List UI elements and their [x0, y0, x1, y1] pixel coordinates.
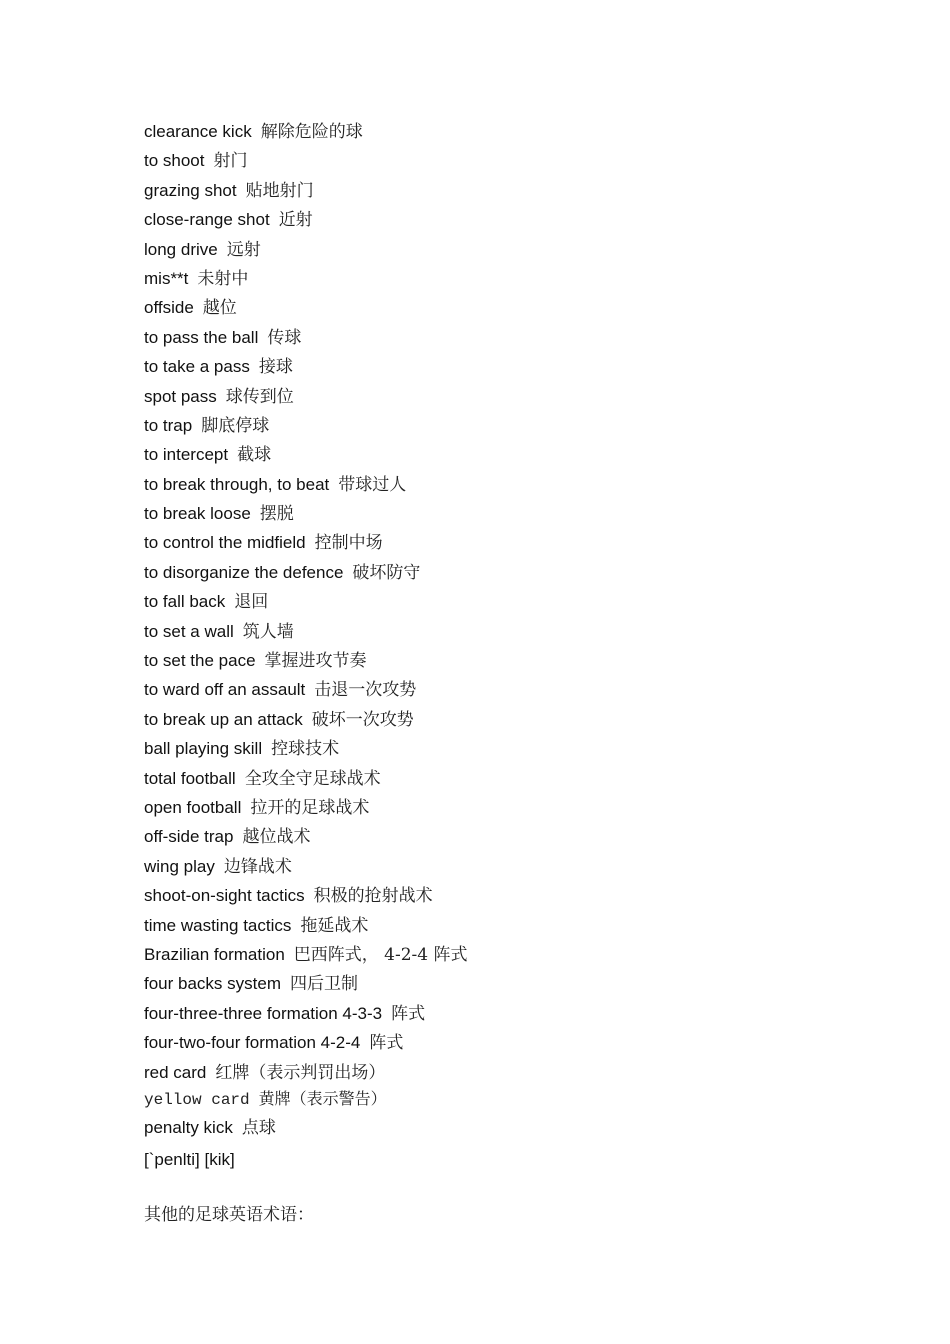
term-english: long drive — [144, 239, 218, 259]
list-item — [144, 969, 468, 998]
list-item — [144, 587, 468, 616]
term-english: Brazilian formation — [144, 944, 285, 964]
term-english: to trap — [144, 415, 193, 435]
list-item — [144, 117, 468, 146]
term-chinese: 拉开的足球战术 — [250, 797, 370, 818]
term-chinese: 巴西阵式， 4-2-4 阵式 — [293, 944, 468, 965]
list-item — [144, 235, 468, 264]
term-english: to break up an attack — [144, 709, 303, 729]
term-english: four-two-four formation 4-2-4 — [144, 1033, 361, 1053]
term-english: to break through, to beat — [144, 474, 330, 494]
term-english: to take a pass — [144, 357, 250, 377]
term-chinese: 退回 — [234, 592, 269, 613]
term-english: open football — [144, 797, 242, 817]
term-chinese: 射门 — [213, 151, 248, 172]
term-chinese: 击退一次攻势 — [314, 680, 417, 701]
term-english: four-three-three formation 4-3-3 — [144, 1003, 383, 1023]
term-english: to disorganize the defence — [144, 562, 344, 582]
term-english: time wasting tactics — [144, 915, 292, 935]
list-item — [144, 264, 468, 293]
term-chinese: 远射 — [226, 239, 261, 260]
term-english: clearance kick — [144, 122, 252, 141]
term-english: offside — [144, 298, 194, 318]
term-english: ball playing skill — [144, 739, 263, 759]
term-chinese: 带球过人 — [338, 474, 407, 495]
term-english: penalty kick — [144, 1117, 233, 1137]
list-item — [144, 999, 468, 1028]
term-chinese: 脚底停球 — [201, 415, 270, 436]
term-english: to fall back — [144, 592, 226, 612]
term-chinese: 解除危险的球 — [260, 122, 363, 142]
term-chinese: 拖延战术 — [300, 915, 369, 936]
term-english: shoot-on-sight tactics — [144, 886, 305, 906]
list-item — [144, 411, 468, 440]
term-chinese: 点球 — [241, 1117, 276, 1138]
list-item — [144, 852, 468, 881]
term-chinese: 未射中 — [197, 268, 249, 289]
list-item — [144, 499, 468, 528]
list-item — [144, 146, 468, 175]
list-item — [144, 675, 468, 704]
list-item — [144, 881, 468, 910]
term-chinese: 红牌（表示判罚出场） — [215, 1062, 386, 1083]
list-item — [144, 617, 468, 646]
list-item — [144, 205, 468, 234]
term-english: to shoot — [144, 151, 205, 171]
term-chinese: 球传到位 — [225, 386, 294, 407]
term-english: off-side trap — [144, 827, 234, 847]
term-chinese: 越位 — [202, 298, 237, 319]
term-english: wing play — [144, 856, 215, 876]
section-heading: 其他的足球英语术语： — [144, 1205, 314, 1225]
term-chinese: 控球技术 — [271, 739, 340, 760]
list-item — [144, 1087, 468, 1111]
list-item — [144, 1111, 468, 1145]
term-pronunciation: [`penlti] [kik] — [144, 1149, 235, 1169]
term-english: grazing shot — [144, 180, 237, 200]
term-chinese: 阵式 — [369, 1033, 404, 1054]
term-english: yellow card — [144, 1090, 250, 1109]
term-english: to set the pace — [144, 651, 256, 671]
term-chinese: 越位战术 — [242, 827, 311, 848]
list-item — [144, 440, 468, 469]
term-english: spot pass — [144, 386, 217, 406]
list-item — [144, 1028, 468, 1057]
term-english: to ward off an assault — [144, 680, 306, 700]
term-chinese: 接球 — [258, 357, 293, 378]
term-chinese: 筑人墙 — [242, 621, 294, 642]
list-item — [144, 764, 468, 793]
term-english: red card — [144, 1062, 207, 1082]
term-english: four backs system — [144, 974, 281, 994]
term-chinese: 四后卫制 — [290, 974, 358, 995]
list-item — [144, 822, 468, 851]
term-chinese: 破坏防守 — [352, 562, 421, 583]
term-chinese: 破坏一次攻势 — [311, 709, 414, 730]
list-item — [144, 940, 468, 969]
list-item — [144, 1058, 468, 1087]
term-chinese: 近射 — [278, 210, 313, 231]
list-item — [144, 705, 468, 734]
term-chinese: 积极的抢射战术 — [313, 886, 433, 907]
term-chinese: 传球 — [267, 327, 302, 348]
term-english: mis**t — [144, 268, 189, 288]
list-item — [144, 911, 468, 940]
list-item — [144, 1145, 468, 1174]
list-item — [144, 793, 468, 822]
term-chinese: 全攻全守足球战术 — [244, 768, 381, 789]
term-english: to control the midfield — [144, 533, 306, 553]
list-item — [144, 734, 468, 763]
term-chinese: 阵式 — [391, 1003, 426, 1024]
term-chinese: 控制中场 — [314, 533, 383, 554]
term-english: to intercept — [144, 445, 229, 465]
term-chinese: 截球 — [237, 445, 272, 466]
term-list — [144, 117, 468, 1174]
list-item — [144, 470, 468, 499]
list-item — [144, 528, 468, 557]
term-english: to set a wall — [144, 621, 234, 641]
term-chinese: 边锋战术 — [223, 856, 292, 877]
term-english: to pass the ball — [144, 327, 259, 347]
list-item — [144, 323, 468, 352]
term-chinese: 黄牌（表示警告） — [258, 1088, 387, 1108]
list-item — [144, 293, 468, 322]
term-english: close-range shot — [144, 210, 270, 230]
list-item — [144, 646, 468, 675]
term-chinese: 摆脱 — [259, 504, 294, 525]
list-item — [144, 558, 468, 587]
term-english: to break loose — [144, 504, 251, 524]
list-item — [144, 176, 468, 205]
list-item — [144, 382, 468, 411]
term-chinese: 贴地射门 — [245, 180, 314, 201]
term-chinese: 掌握进攻节奏 — [264, 651, 367, 672]
term-english: total football — [144, 768, 236, 788]
list-item — [144, 352, 468, 381]
